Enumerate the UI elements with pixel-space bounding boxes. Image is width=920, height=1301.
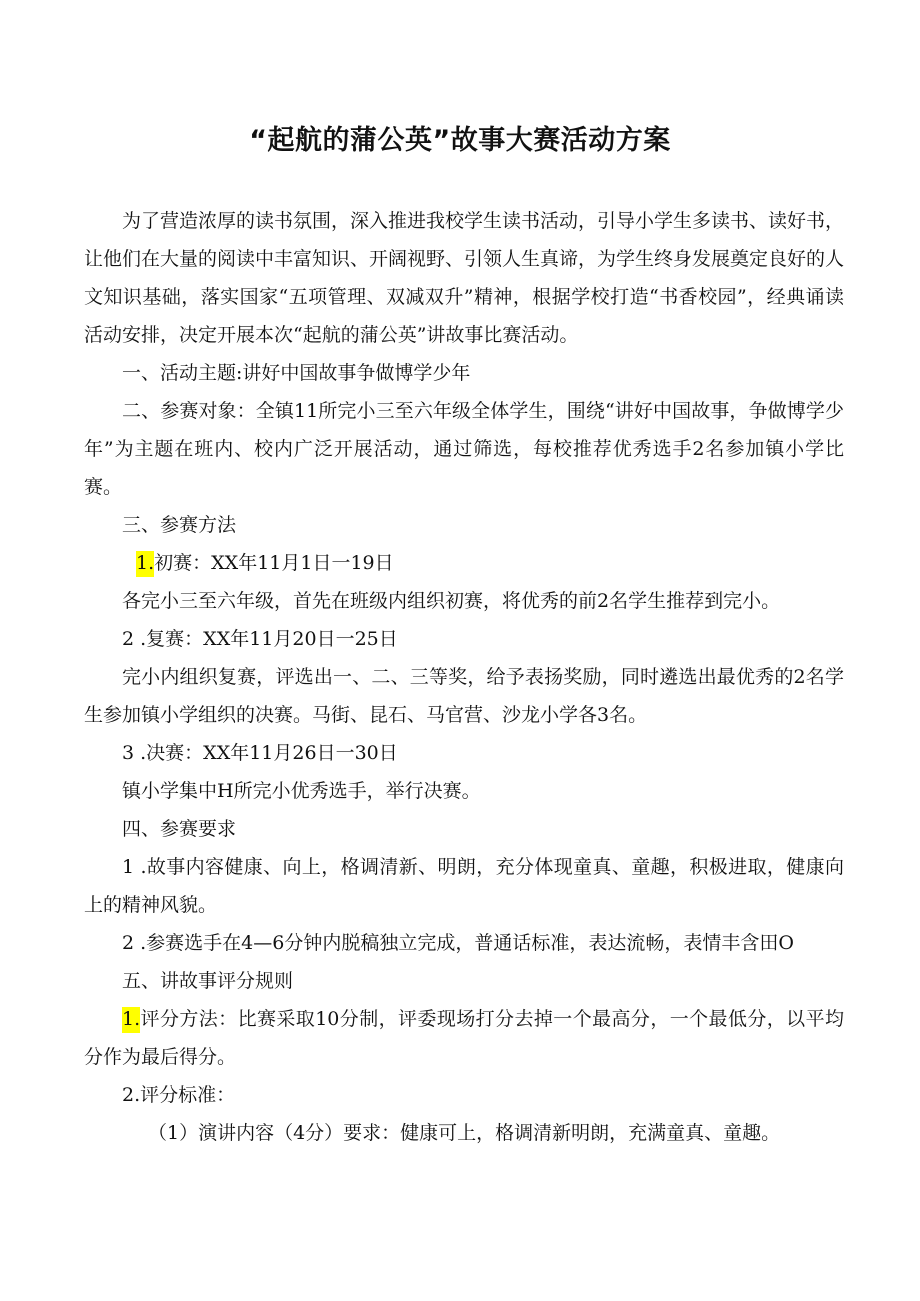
section-competition-method: 三、参赛方法 — [122, 514, 237, 536]
document-body — [84, 202, 844, 1152]
step-preliminary-number: 1. — [136, 551, 154, 577]
step-final-desc: 镇小学集中H所完小优秀选手，举行决赛。 — [122, 780, 481, 802]
intro-paragraph: 为了营造浓厚的读书氛围，深入推进我校学生读书活动，引导小学生多读书、读好书，让他们在大量的阅读中丰富知识、开阔视野、引领人生真谛，为学生终身发展奠定良好的人文知识基础，落实国家“五项管理、双减双升”精神，根据学校打造“书香校园”，经典诵读活动安排，决定开展本次“起航的蒲公英”讲故事比赛活动。 — [84, 210, 845, 346]
section-activity-theme: 一、活动主题:讲好中国故事争做博学少年 — [122, 362, 471, 384]
rule-1-text: 评分方法：比赛采取10分制，评委现场打分去掉一个最高分，一个最低分，以平均分作为最后得分。 — [84, 1008, 844, 1068]
section-requirements: 四、参赛要求 — [122, 818, 237, 840]
rule-1-number: 1. — [122, 1007, 140, 1033]
section-scoring-rules: 五、讲故事评分规则 — [122, 970, 294, 992]
requirement-2: 2 .参赛选手在4—6分钟内脱稿独立完成，普通话标准，表达流畅，表情丰含田O — [122, 932, 794, 954]
section-participants: 二、参赛对象：全镇11所完小三至六年级全体学生，围绕“讲好中国故事，争做博学少年”为主题在班内、校内广泛开展活动，通过筛选，每校推荐优秀选手2名参加镇小学比赛。 — [84, 400, 844, 498]
rule-2: 2.评分标准： — [122, 1084, 236, 1106]
requirement-1: 1 .故事内容健康、向上，格调清新、明朗，充分体现童真、童趣，积极进取，健康向上的精神风貌。 — [84, 856, 844, 916]
step-preliminary-label: 初赛：XX年11月1日一19日 — [154, 552, 394, 574]
rule-1 — [84, 1000, 844, 1076]
document-title: “起航的蒲公英”故事大赛活动方案 — [249, 125, 671, 156]
step-semifinal-heading: 2 .复赛：XX年11月20日一25日 — [122, 628, 398, 650]
step-final-heading: 3 .决赛：XX年11月26日一30日 — [122, 742, 398, 764]
rule-2-item-1: （1）演讲内容（4分）要求：健康可上，格调清新明朗，充满童真、童趣。 — [148, 1122, 781, 1144]
step-preliminary-number-wrap — [136, 544, 154, 582]
step-semifinal-desc: 完小内组织复赛，评选出一、二、三等奖，给予表扬奖励，同时遴选出最优秀的2名学生参加镇小学组织的决赛。马街、昆石、马官营、沙龙小学各3名。 — [84, 666, 844, 726]
step-preliminary-heading — [84, 544, 844, 582]
step-preliminary-desc: 各完小三至六年级，首先在班级内组织初赛，将优秀的前2名学生推荐到完小。 — [122, 590, 781, 612]
